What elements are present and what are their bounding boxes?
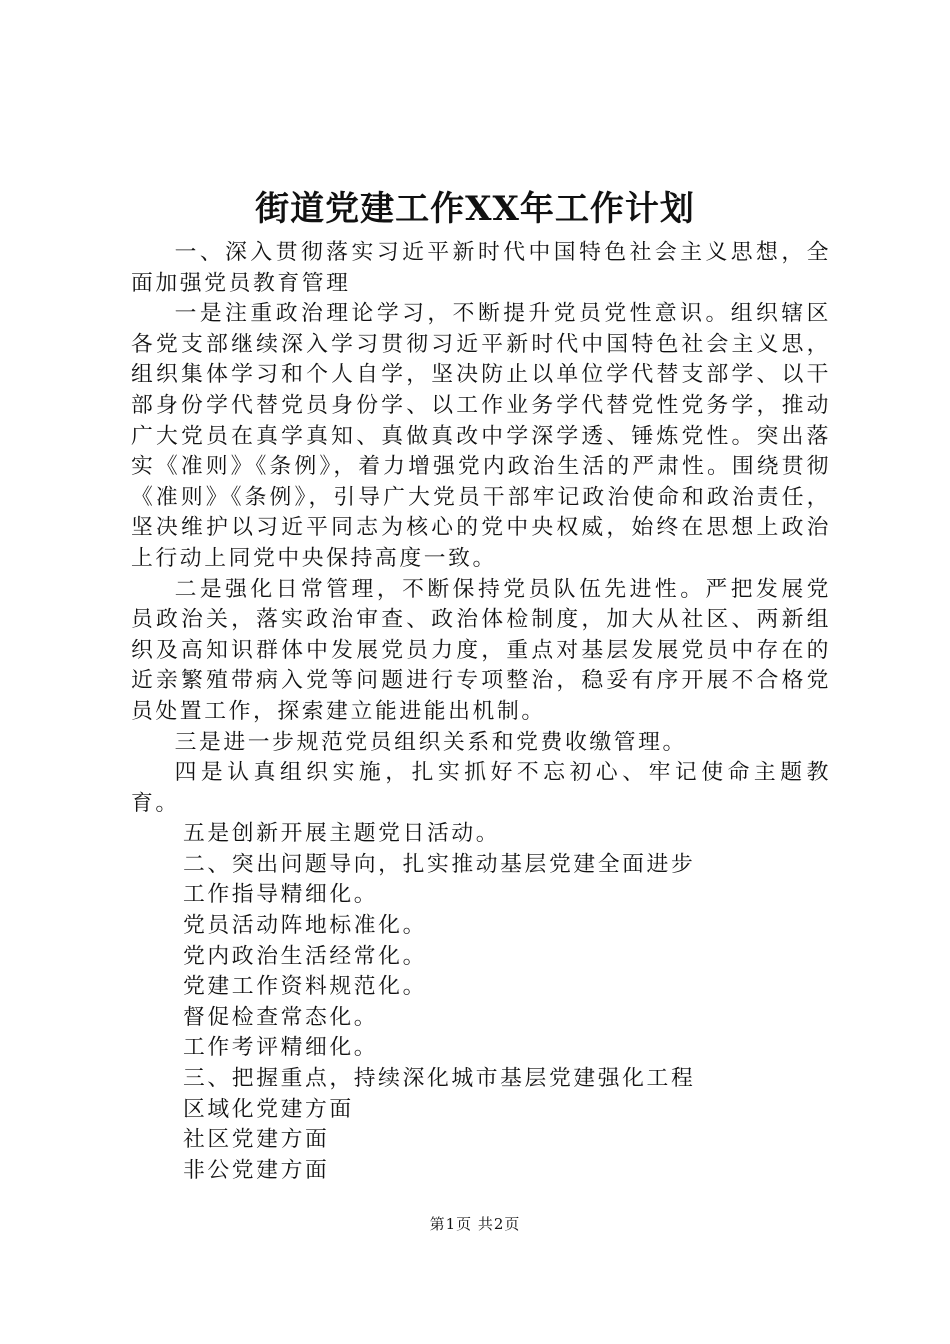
line-regional: 区域化党建方面 [183,1096,354,1122]
page-footer: 第1页 共2页 [429,1215,521,1233]
paragraph-item-1: 一是注重政治理论学习，不断提升党员党性意识。组织辖区各党支部继续深入学习贯彻习近平新时代中国特色社会主义思，组织集体学习和个人自学，坚决防止以单位学代替支部学、以干部身份学代替党员身份学、以工作业务学代替党性党务学，推动广大党员在真学真知、真做真改中学深学透、锤炼党性。突出落实《准则》《条例》，着力增强党内政治生活的严肃性。围绕贯彻《准则》《条例》，引导广大党员干部牢记政治使命和政治责任，坚决维护以习近平同志为核心的党中央权威，始终在思想上政治上行动上同党中央保持高度一致。 [131,301,831,571]
line-evaluation: 工作考评精细化。 [183,1035,379,1061]
line-section-2-heading: 二、突出问题导向，扎实推动基层党建全面进步 [183,851,696,877]
line-inspection: 督促检查常态化。 [183,1004,379,1030]
paragraph-item-2: 二是强化日常管理，不断保持党员队伍先进性。严把发展党员政治关，落实政治审查、政治体检制度，加大从社区、两新组织及高知识群体中发展党员力度，重点对基层发展党员中存在的近亲繁殖带病入党等问题进行专项整治，稳妥有序开展不合格党员处置工作，探索建立能进能出机制。 [131,576,831,724]
line-item-5: 五是创新开展主题党日活动。 [183,821,501,847]
document-body [131,238,831,1186]
line-documentation: 党建工作资料规范化。 [183,974,427,1000]
line-activity-venue: 党员活动阵地标准化。 [183,913,427,939]
line-political-life: 党内政治生活经常化。 [183,943,427,969]
paragraph-item-3: 三是进一步规范党员组织关系和党费收缴管理。 [174,729,687,755]
line-non-public: 非公党建方面 [183,1157,330,1183]
line-section-3-heading: 三、把握重点，持续深化城市基层党建强化工程 [183,1066,696,1092]
paragraph-section-1-heading: 一、深入贯彻落实习近平新时代中国特色社会主义思想，全面加强党员教育管理 [131,240,831,296]
line-community: 社区党建方面 [183,1127,330,1153]
paragraph-item-4: 四是认真组织实施，扎实抓好不忘初心、牢记使命主题教育。 [131,760,831,816]
line-guidance: 工作指导精细化。 [183,882,379,908]
document-title: 街道党建工作XX年工作计划 [255,189,695,229]
